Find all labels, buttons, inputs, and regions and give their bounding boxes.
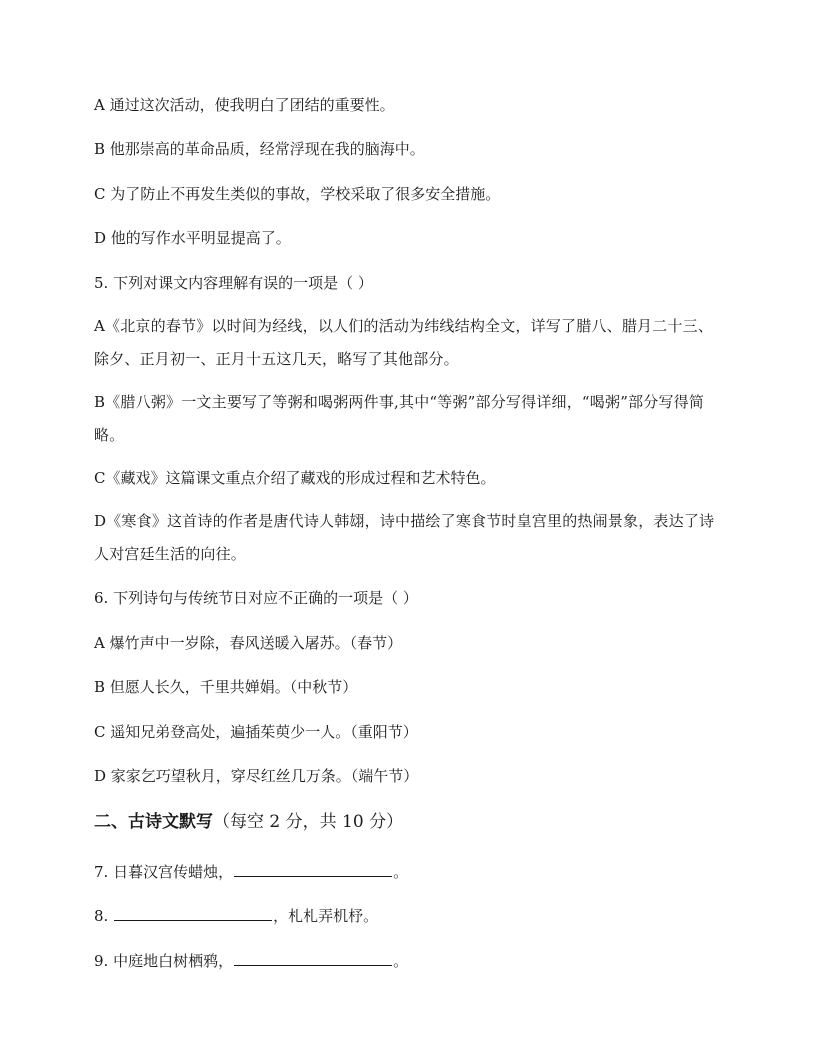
q4-option-c: C 为了防止不再发生类似的事故，学校采取了很多安全措施。	[94, 185, 501, 203]
q6-option-c: C 遥知兄弟登高处，遍插茱萸少一人。（重阳节）	[94, 723, 418, 741]
question-7	[94, 860, 734, 883]
q4-option-d: D 他的写作水平明显提高了。	[94, 229, 291, 247]
q5-option-a: A《北京的春节》以时间为经线，以人们的活动为纬线结构全文，详写了腊八、腊月二十三、除夕、正月初一、正月十五这几天，略写了其他部分。	[94, 317, 714, 368]
q7-prefix: 7. 日暮汉宫传蜡烛，	[94, 863, 234, 881]
q7-suffix: 。	[393, 863, 409, 881]
question-6: 6. 下列诗句与传统节日对应不正确的一项是（ ）	[94, 589, 418, 607]
section-2-score-note: （每空 2 分，共 10 分）	[213, 812, 404, 832]
q8-prefix: 8.	[94, 907, 114, 925]
question-5: 5. 下列对课文内容理解有误的一项是（ ）	[94, 274, 373, 292]
q9-prefix: 9. 中庭地白树栖鸦，	[94, 952, 234, 970]
q8-suffix: ，札札弄机杼。	[273, 907, 379, 925]
section-2-heading	[94, 810, 403, 834]
q9-answer-blank[interactable]	[234, 949, 392, 966]
section-2-title: 二、古诗文默写	[94, 812, 213, 832]
q6-option-b: B 但愿人长久，千里共婵娟。（中秋节）	[94, 678, 358, 696]
q9-suffix: 。	[393, 952, 409, 970]
q6-option-a: A 爆竹声中一岁除，春风送暖入屠苏。（春节）	[94, 634, 403, 652]
question-8	[94, 904, 734, 927]
q5-option-b: B《腊八粥》一文主要写了等粥和喝粥两件事,其中“等粥”部分写得详细，“喝粥”部分写得简略。	[94, 393, 705, 444]
q5-option-c: C《藏戏》这篇课文重点介绍了藏戏的形成过程和艺术特色。	[94, 469, 496, 487]
q6-option-d: D 家家乞巧望秋月，穿尽红丝几万条。（端午节）	[94, 767, 419, 785]
q4-option-a: A 通过这次活动，使我明白了团结的重要性。	[94, 96, 395, 114]
q8-answer-blank[interactable]	[114, 904, 272, 921]
q4-option-b: B 他那崇高的革命品质，经常浮现在我的脑海中。	[94, 140, 425, 158]
q7-answer-blank[interactable]	[234, 860, 392, 877]
question-9	[94, 949, 734, 972]
q5-option-d: D《寒食》这首诗的作者是唐代诗人韩翃，诗中描绘了寒食节时皇宫里的热闹景象，表达了诗人对宫廷生活的向往。	[94, 512, 715, 563]
